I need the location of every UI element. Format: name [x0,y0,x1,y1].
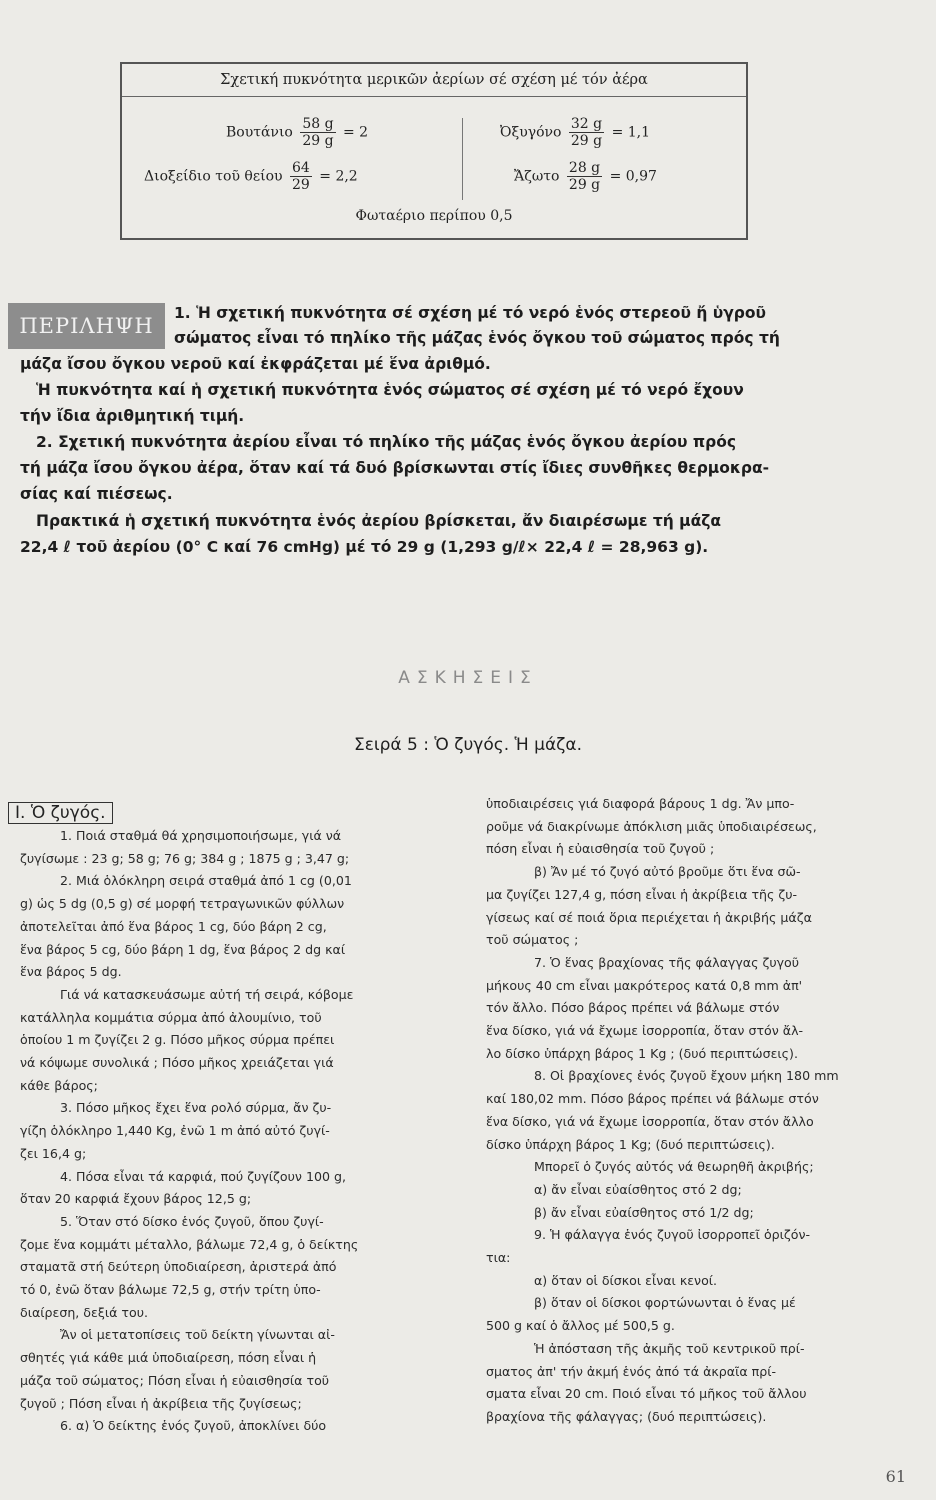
text-line: ἀποτελεῖται ἀπό ἕνα βάρος 1 cg, δύο βάρη 2 cg, [20,918,327,934]
text-line: 2. Μιά ὁλόκληρη σειρά σταθμά ἀπό 1 cg (0,01 [60,873,352,889]
text-line: καί 180,02 mm. Πόσο βάρος πρέπει νά βάλωμε στόν [486,1091,819,1107]
summary-line: σίας καί πιέσεως. [20,485,173,503]
summary-line: σώματος εἶναι τό πηλίκο τῆς μάζας ἑνός ὄγκου τοῦ σώματος πρός τή [174,329,780,347]
text-line: πόση εἶναι ἡ εὐαισθησία τοῦ ζυγοῦ ; [486,841,715,857]
text-line: Γιά νά κατασκευάσωμε αὐτή τή σειρά, κόβομε [60,986,354,1002]
text-line: νά κόψωμε συνολικά ; Πόσο μῆκος χρειάζεται γιά [20,1055,334,1070]
row-oxygen [500,116,650,149]
text-line: βραχίονα τῆς φάλαγγας; (δυό περιπτώσεις). [486,1408,767,1424]
series-title: Σειρά 5 : Ὁ ζυγός. Ἡ μάζα. [353,735,583,755]
summary-line: τήν ἴδια ἀριθμητική τιμή. [20,407,245,425]
so2-result: = 2,2 [319,168,358,185]
summary-line: 1. Ἡ σχετική πυκνότητα σέ σχέση μέ τό νερό ἑνός στερεοῦ ἤ ὑγροῦ [174,304,766,322]
text-line: 8. Οἱ βραχίονες ἑνός ζυγοῦ ἔχουν μήκη 180 mm [534,1068,839,1084]
table-divider [122,96,746,97]
summary-line: 2. Σχετική πυκνότητα ἀερίου εἶναι τό πηλίκο τῆς μάζας ἑνός ὄγκου ἀερίου πρός [36,433,737,451]
row-butane [226,116,368,149]
summary-line: μάζα ἴσου ὄγκου νεροῦ καί ἐκφράζεται μέ ἕνα ἀριθμό. [20,355,491,373]
nitrogen-fraction: $\frac{28 g}{29 g}$ [568,160,601,194]
text-line: σματα εἶναι 20 cm. Ποιό εἶναι τό μῆκος τοῦ ἄλλου [486,1386,807,1402]
table-title: Σχετική πυκνότητα μερικῶν ἀερίων σέ σχέση μέ τόν ἀέρα [220,72,648,88]
text-line: β) ἄν εἶναι εὐαίσθητος στό 1/2 dg; [534,1204,754,1220]
oxygen-label: Ὀξυγόνο [500,124,562,141]
text-line: ἕνα δίσκο, γιά νά ἔχωμε ἰσορροπία, ὅταν στόν ἄλ- [486,1023,804,1038]
row-so2 [144,160,358,193]
nitrogen-result: = 0,97 [609,168,657,185]
text-line: κατάλληλα κομμάτια σύρμα ἀπό ἀλουμίνιο, τοῦ [20,1009,322,1025]
text-line: 1. Ποιά σταθμά θά χρησιμοποιήσωμε, γιά νά [60,828,342,843]
text-line: 3. Πόσο μῆκος ἔχει ἕνα ρολό σύρμα, ἄν ζυ- [60,1100,332,1116]
text-line: ζυγίσωμε : 23 g; 58 g; 76 g; 384 g ; 1875 g ; 3,47 g; [20,850,350,866]
summary-line: Πρακτικά ἡ σχετική πυκνότητα ἑνός ἀερίου βρίσκεται, ἄν διαιρέσωμε τή μάζα [36,512,722,530]
text-line: Ἄν οἱ μετατοπίσεις τοῦ δείκτη γίνωνται αἰ- [60,1327,335,1343]
so2-label: Διοξείδιο τοῦ θείου [144,168,283,185]
summary-line: Ἡ πυκνότητα καί ἡ σχετική πυκνότητα ἑνός σώματος σέ σχέση μέ τό νερό ἔχουν [36,381,744,399]
text-line: β) ὅταν οἱ δίσκοι φορτώνωνται ὁ ἕνας μέ [534,1295,796,1311]
text-line: λο δίσκο ὑπάρχη βάρος 1 Kg ; (δυό περιπτώσεις). [486,1045,798,1061]
nitrogen-label: Ἄζωτο [514,168,560,185]
text-line: α) ἄν εἶναι εὐαίσθητος στό 2 dg; [534,1181,742,1197]
summary-line: τή μάζα ἴσου ὄγκου ἀέρα, ὅταν καί τά δυό βρίσκωνται στίς ἴδιες συνθῆκες θερμοκρα- [20,459,770,477]
text-line: 5. Ὅταν στό δίσκο ἑνός ζυγοῦ, ὅπου ζυγί- [60,1213,324,1229]
text-line: τοῦ σώματος ; [486,932,579,948]
table-note: Φωταέριο περίπου 0,5 [355,208,513,224]
text-line: ζει 16,4 g; [20,1145,87,1161]
summary-badge: ΠΕΡΙΛΗΨΗ [8,303,165,349]
text-line: τόν ἄλλο. Πόσο βάρος πρέπει νά βάλωμε στόν [486,1000,780,1016]
text-line: γίσεως καί σέ ποιά ὅρια περιέχεται ἡ ἀκριβής μάζα [486,909,812,925]
oxygen-fraction: $\frac{32 g}{29 g}$ [570,116,603,150]
text-line: μάζα τοῦ σώματος; Πόση εἶναι ἡ εὐαισθησία τοῦ [20,1372,330,1388]
text-line: ὁποίου 1 m ζυγίζει 2 g. Πόσο μῆκος σύρμα πρέπει [20,1032,335,1048]
text-line: τια: [486,1250,511,1265]
text-line: σθητές γιά κάθε μιά ὑποδιαίρεση, πόση εἶναι ἡ [20,1350,317,1366]
text-line: τό 0, ἐνῶ ὅταν βάλωμε 72,5 g, στήν τρίτη ὑπο- [20,1282,321,1297]
summary-line: 22,4 ℓ τοῦ ἀερίου (0° C καί 76 cmHg) μέ τό 29 g (1,293 g/ℓ× 22,4 ℓ = 28,963 g). [20,538,709,556]
oxygen-result: = 1,1 [611,124,651,141]
text-line: σταματᾶ στή δεύτερη ὑποδιαίρεση, ἀριστερά ἀπό [20,1259,337,1275]
table-column-divider [462,118,463,200]
text-line: ζομε ἕνα κομμάτι μέταλλο, βάλωμε 72,4 g, ὁ δείκτης [20,1236,359,1252]
text-line: μα ζυγίζει 127,4 g, πόση εἶναι ἡ ἀκρίβεια τῆς ζυ- [486,886,798,902]
text-line: ἕνα δίσκο, γιά νά ἔχωμε ἰσορροπία, ὅταν στόν ἄλλο [486,1113,814,1129]
section-label: I. Ὁ ζυγός. [8,802,113,824]
butane-result: = 2 [343,124,369,141]
text-line: 9. Ἡ φάλαγγα ἑνός ζυγοῦ ἰσορροπεῖ ὁριζόν- [534,1227,811,1243]
text-line: διαίρεση, δεξιά του. [20,1304,148,1320]
text-line: ἕνα βάρος 5 cg, δύο βάρη 1 dg, ἕνα βάρος 2 dg καί [20,941,346,957]
text-line: ροῦμε νά διακρίνωμε ἀπόκλιση μιᾶς ὑποδιαιρέσεως, [486,818,817,834]
text-line: μήκους 40 cm εἶναι μακρότερος κατά 0,8 mm ἀπ' [486,977,803,993]
text-line: ζυγοῦ ; Πόση εἶναι ἡ ἀκρίβεια τῆς ζυγίσεως; [20,1395,302,1411]
butane-fraction: $\frac{58 g}{29 g}$ [302,116,334,150]
text-line: Μπορεῖ ὁ ζυγός αὐτός νά θεωρηθῆ ἀκριβής; [534,1159,814,1175]
butane-label: Βουτάνιο [226,124,293,141]
exercises-heading: ΑΣΚΗΣΕΙΣ [398,668,538,688]
page-number: 61 [885,1467,906,1486]
text-line: 7. Ὁ ἕνας βραχίονας τῆς φάλαγγας ζυγοῦ [534,954,800,970]
text-line: ἕνα βάρος 5 dg. [20,964,122,980]
row-nitrogen [514,160,657,193]
so2-fraction: $\frac{64}{29}$ [291,160,310,194]
density-table [120,62,748,240]
text-line: β) Ἄν μέ τό ζυγό αὐτό βροῦμε ὅτι ἕνα σῶ- [534,864,801,880]
text-line: α) ὅταν οἱ δίσκοι εἶναι κενοί. [534,1272,718,1288]
text-line: γίζη ὁλόκληρο 1,440 Kg, ἐνῶ 1 m ἀπό αὐτό ζυγί- [20,1123,330,1139]
text-line: g) ὡς 5 dg (0,5 g) σέ μορφή τετραγωνικῶν φύλλων [20,896,345,912]
text-line: 6. α) Ὁ δείκτης ἑνός ζυγοῦ, ἀποκλίνει δύο [60,1418,327,1434]
text-line: 4. Πόσα εἶναι τά καρφιά, πού ζυγίζουν 100 g, [60,1168,346,1184]
text-line: ὑποδιαιρέσεις γιά διαφορά βάρους 1 dg. Ἄν μπο- [486,796,795,811]
text-line: κάθε βάρος; [20,1077,98,1093]
text-line: δίσκο ὑπάρχη βάρος 1 Kg; (δυό περιπτώσεις). [486,1136,775,1152]
text-line: Ἡ ἀπόσταση τῆς ἀκμῆς τοῦ κεντρικοῦ πρί- [534,1340,805,1356]
text-line: σματος ἀπ' τήν ἀκμή ἑνός ἀπό τά ἀκραῖα πρί- [486,1363,777,1379]
text-line: 500 g καί ὁ ἄλλος μέ 500,5 g. [486,1318,675,1334]
text-line: ὅταν 20 καρφιά ἔχουν βάρος 12,5 g; [20,1191,252,1207]
